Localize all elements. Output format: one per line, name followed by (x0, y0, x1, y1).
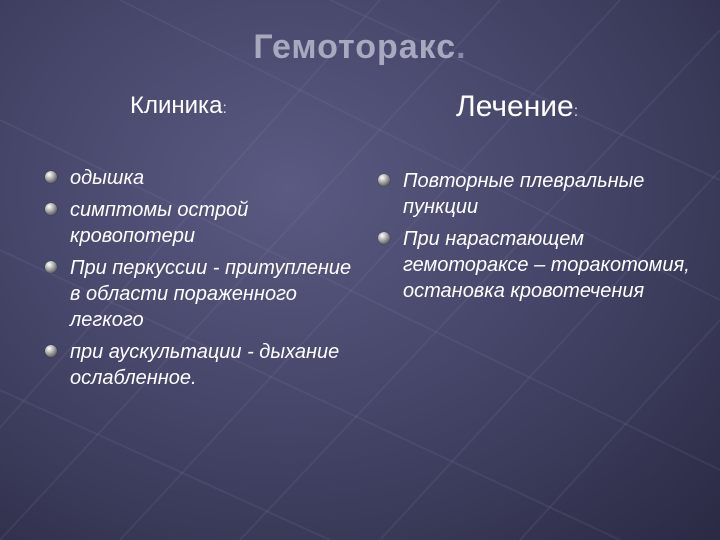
list-item: симптомы острой кровопотери (45, 197, 365, 249)
right-column-header: Лечение: (456, 90, 579, 123)
list-item: при аускультации - дыхание ослабленное. (45, 339, 365, 391)
treatment-list (378, 168, 708, 310)
sphere-bullet-icon (45, 171, 57, 183)
list-item: При перкуссии - притупление в области пораженного легкого (45, 255, 365, 333)
sphere-bullet-icon (378, 232, 390, 244)
list-item: одышка (45, 165, 365, 191)
sphere-bullet-icon (45, 345, 57, 357)
clinic-list (45, 165, 365, 397)
list-item: Повторные плевральные пункции (378, 168, 708, 220)
sphere-bullet-icon (45, 203, 57, 215)
list-item: При нарастающем гемотораксе – торакотомия, остановка кровотечения (378, 226, 708, 304)
left-column-header: Клиника: (130, 92, 227, 119)
sphere-bullet-icon (45, 261, 57, 273)
slide-title: Гемоторакс. (253, 28, 467, 66)
sphere-bullet-icon (378, 174, 390, 186)
